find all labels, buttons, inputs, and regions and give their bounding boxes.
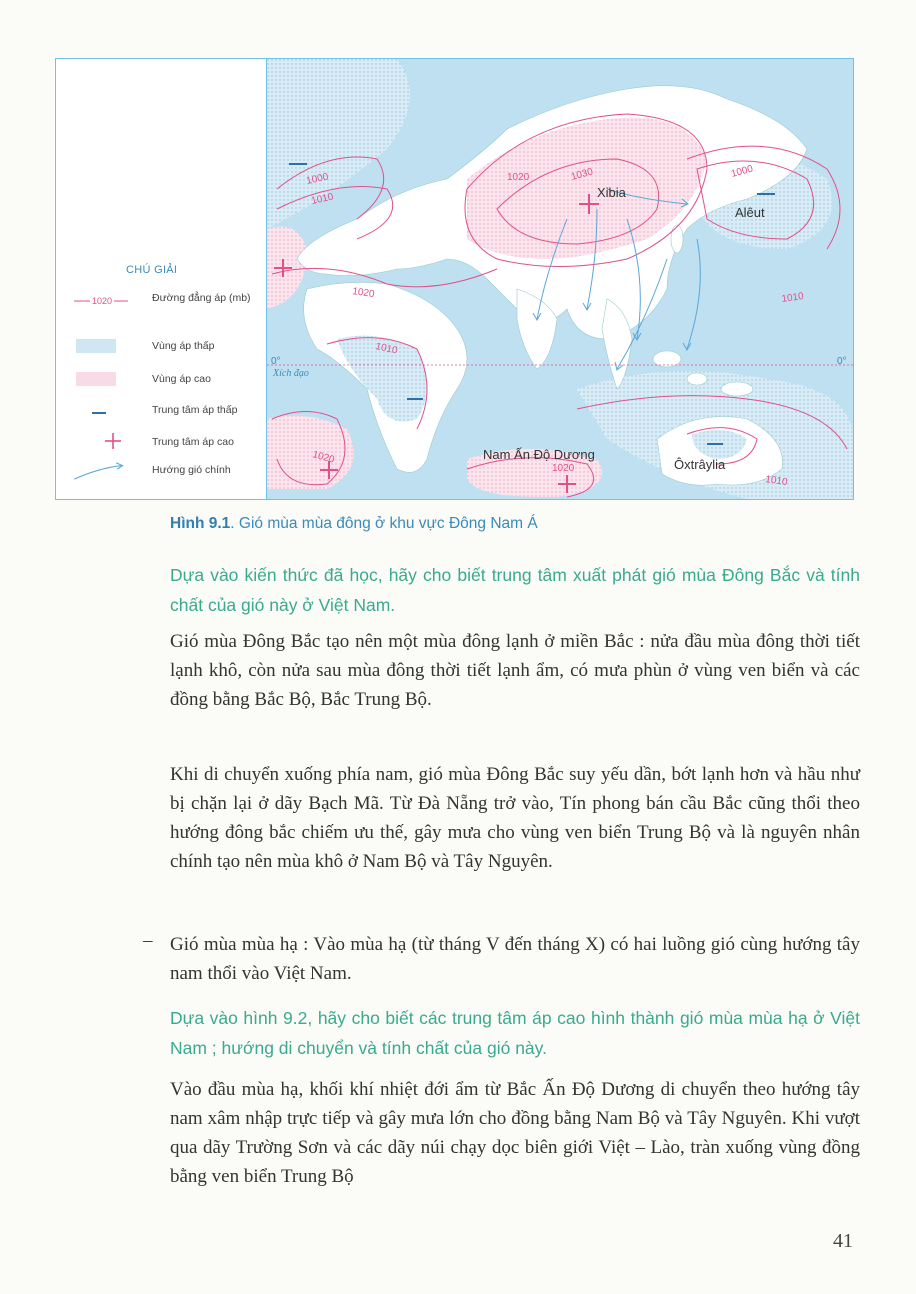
paragraph-2: Khi di chuyển xuống phía nam, gió mùa Đông Bắc suy yếu dần, bớt lạnh hơn và hầu như bị chặn lại ở dãy Bạch Mã. Từ Đà Nẵng trở vào, Tín phong bán cầu Bắc cũng thổi theo hướng đông bắc chiếm ưu thế, gây mưa cho vùng ven biển Trung Bộ và là nguyên nhân chính tạo nên mùa khô ở Nam Bộ và Tây Nguyên. bbox=[170, 764, 860, 872]
legend-label: Hướng gió chính bbox=[152, 464, 231, 476]
page-number: 41 bbox=[833, 1230, 853, 1252]
svg-text:1020: 1020 bbox=[92, 296, 113, 306]
equator-label-left: 0° bbox=[271, 356, 281, 367]
equator-label-right: 0° bbox=[837, 356, 847, 367]
isobar-label: 1020 bbox=[552, 463, 575, 474]
high-pressure-area-icon bbox=[76, 372, 116, 386]
plus-icon bbox=[70, 431, 128, 451]
question-2: Dựa vào hình 9.2, hãy cho biết các trung tâm áp cao hình thành gió mùa mùa hạ ở Việt Nam ; hướng di chuyển và tính chất của gió này. bbox=[170, 1008, 860, 1058]
isobar-label: 1010 bbox=[780, 290, 805, 305]
isobar-label: 1010 bbox=[374, 341, 399, 357]
legend-item-low-area bbox=[56, 339, 267, 367]
equator-name-label: Xích đạo bbox=[273, 368, 309, 379]
place-label-oxtraylia: Ôxtrâylia bbox=[674, 457, 726, 472]
isobar-label: 1010 bbox=[764, 474, 789, 489]
land-island bbox=[721, 382, 753, 396]
place-label-nam-an-do-duong: Nam Ấn Độ Dương bbox=[483, 447, 595, 462]
land-island bbox=[671, 225, 683, 253]
pressure-map bbox=[267, 59, 853, 499]
paragraph-4: Vào đầu mùa hạ, khối khí nhiệt đới ẩm từ Bắc Ấn Độ Dương di chuyển theo hướng tây nam xâm nhập trực tiếp và gây mưa lớn cho đồng bằng Nam Bộ và Tây Nguyên. Khi vượt qua dãy Trường Sơn và các dãy núi chạy dọc biên giới Việt – Lào, tràn xuống vùng đồng bằng ven biển Trung Bộ bbox=[170, 1079, 860, 1187]
isobar-label: 1000 bbox=[729, 163, 755, 180]
legend-label: Đường đẳng áp (mb) bbox=[152, 292, 251, 304]
isobar-label: 1030 bbox=[569, 166, 595, 183]
isobar-label: 1010 bbox=[310, 191, 335, 207]
figure-caption bbox=[170, 515, 538, 533]
paragraph-1: Gió mùa Đông Bắc tạo nên một mùa đông lạnh ở miền Bắc : nửa đầu mùa đông thời tiết lạnh khô, còn nửa sau mùa đông thời tiết lạnh ẩm, có mưa phùn ở vùng ven biển và các đồng bằng Bắc Bộ, Bắc Trung Bộ. bbox=[170, 631, 860, 710]
legend-label: Trung tâm áp thấp bbox=[152, 404, 238, 416]
low-pressure-area-icon bbox=[76, 339, 116, 353]
isobar-label: 1020 bbox=[507, 172, 530, 183]
minus-icon bbox=[92, 412, 106, 414]
legend-item-high-area bbox=[56, 372, 267, 400]
caption-text: . Gió mùa mùa đông ở khu vực Đông Nam Á bbox=[230, 515, 538, 532]
question-1: Dựa vào kiến thức đã học, hãy cho biết trung tâm xuất phát gió mùa Đông Bắc và tính chất của gió này ở Việt Nam. bbox=[170, 565, 860, 615]
isobar-label: 1020 bbox=[351, 286, 376, 301]
legend-item-low-center bbox=[56, 403, 267, 431]
place-label-aleut: Alêut bbox=[735, 205, 765, 220]
legend-item-isobar bbox=[56, 291, 267, 319]
land-island bbox=[687, 373, 707, 385]
place-label-xibia: Xibia bbox=[597, 185, 626, 200]
isobar-label: 1000 bbox=[305, 171, 330, 187]
legend-item-wind bbox=[56, 461, 267, 489]
paragraph-3: Gió mùa mùa hạ : Vào mùa hạ (từ tháng V đến tháng X) có hai luồng gió cùng hướng tây nam thổi vào Việt Nam. bbox=[170, 934, 860, 984]
isobar-icon bbox=[70, 293, 128, 313]
isobar-label: 1020 bbox=[311, 449, 336, 466]
legend-label: Trung tâm áp cao bbox=[152, 436, 234, 448]
legend-label: Vùng áp cao bbox=[152, 373, 211, 385]
map-legend bbox=[56, 59, 267, 499]
map-canvas bbox=[267, 59, 853, 499]
legend-label: Vùng áp thấp bbox=[152, 340, 215, 352]
list-dash: – bbox=[143, 930, 153, 951]
wind-arrow-icon bbox=[68, 461, 128, 481]
legend-item-high-center bbox=[56, 433, 267, 461]
figure-9-1 bbox=[55, 58, 854, 500]
caption-number: Hình 9.1 bbox=[170, 515, 231, 532]
legend-title: CHÚ GIẢI bbox=[126, 264, 178, 276]
